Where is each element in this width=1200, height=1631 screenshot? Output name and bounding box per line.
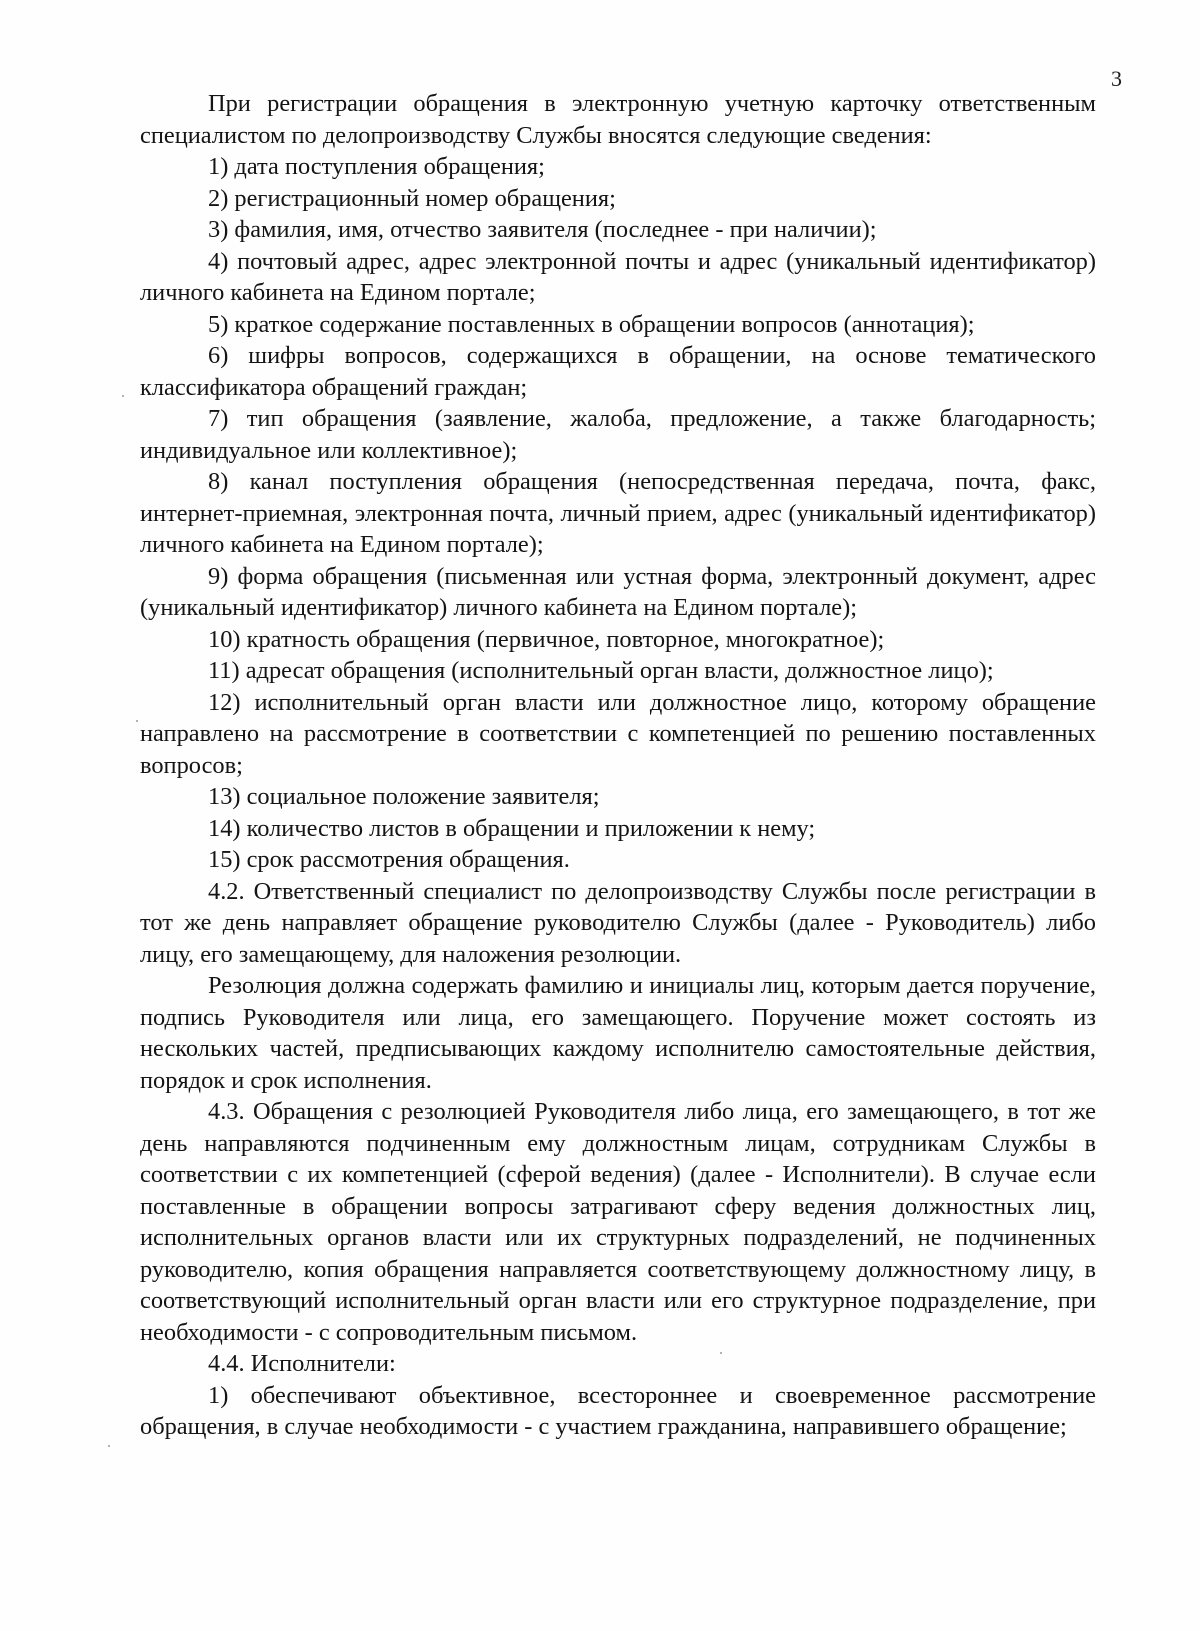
section-paragraph: 4.2. Ответственный специалист по делопроизводству Службы после регистрации в тот же день направляет обращение руководителю Службы (далее - Руководитель) либо лицу, его замещающему, для наложения резолюции. [140,877,1096,968]
list-item: 9) форма обращения (письменная или устная форма, электронный документ, адрес (уникальный идентификатор) личного кабинета на Едином портале); [140,562,1096,621]
document-body [140,88,1096,1443]
list-item: 4) почтовый адрес, адрес электронной почты и адрес (уникальный идентификатор) личного кабинета на Едином портале; [140,247,1096,306]
list-item: 1) обеспечивают объективное, всестороннее и своевременное рассмотрение обращения, в случае необходимости - с участием гражданина, направившего обращение; [140,1381,1096,1440]
list-item: 14) количество листов в обращении и приложении к нему; [208,814,816,842]
list-item: 15) срок рассмотрения обращения. [208,846,570,873]
list-item: 5) краткое содержание поставленных в обращении вопросов (аннотация); [208,310,975,338]
scan-speck [108,1445,110,1447]
list-item: 10) кратность обращения (первичное, повторное, многократное); [208,625,885,653]
list-item: 13) социальное положение заявителя; [208,783,600,810]
list-item: 8) канал поступления обращения (непосредственная передача, почта, факс, интернет-приемная, электронная почта, личный прием, адрес (уникальный идентификатор) личного кабинета на Едином портале); [140,468,1096,558]
page-number: 3 [1111,66,1122,91]
scan-speck [136,720,138,722]
list-item: 11) адресат обращения (исполнительный орган власти, должностное лицо); [208,657,994,684]
list-item: 3) фамилия, имя, отчество заявителя (последнее - при наличии); [208,216,877,243]
section-paragraph: 4.3. Обращения с резолюцией Руководителя либо лица, его замещающего, в тот же день направляются подчиненным ему должностным лицам, сотрудникам Службы в соответствии с их компетенцией (сферой ведения) (далее - Исполнители). В случае если поставленные в обращении вопросы затрагивают сферу ведения должностных лиц, исполнительных органов власти или их структурных подразделений, не подчиненных руководителю, копия обращения направляется соответствующему должностному лицу, в соответствующий исполнительный орган власти или его структурное подразделение, при необходимости - с сопроводительным письмом. [140,1098,1096,1346]
section-paragraph: 4.4. Исполнители: [208,1350,396,1377]
paragraph: Резолюция должна содержать фамилию и инициалы лиц, которым дается поручение, подпись Руководителя или лица, его замещающего. Поручение может состоять из нескольких частей, предписывающих каждому исполнителю самостоятельные действия, порядок и срок исполнения. [140,972,1096,1094]
list-item: 7) тип обращения (заявление, жалоба, предложение, а также благодарность; индивидуальное или коллективное); [140,405,1096,464]
list-item: 6) шифры вопросов, содержащихся в обращении, на основе тематического классификатора обращений граждан; [140,342,1096,401]
paragraph: При регистрации обращения в электронную учетную карточку ответственным специалистом по делопроизводству Службы вносятся следующие сведения: [140,90,1096,149]
list-item: 12) исполнительный орган власти или должностное лицо, которому обращение направлено на рассмотрение в соответствии с компетенцией по решению поставленных вопросов; [140,688,1096,779]
scan-speck [122,395,124,397]
list-item: 1) дата поступления обращения; [208,153,545,180]
list-item: 2) регистрационный номер обращения; [208,184,616,212]
scan-speck [720,1352,722,1354]
